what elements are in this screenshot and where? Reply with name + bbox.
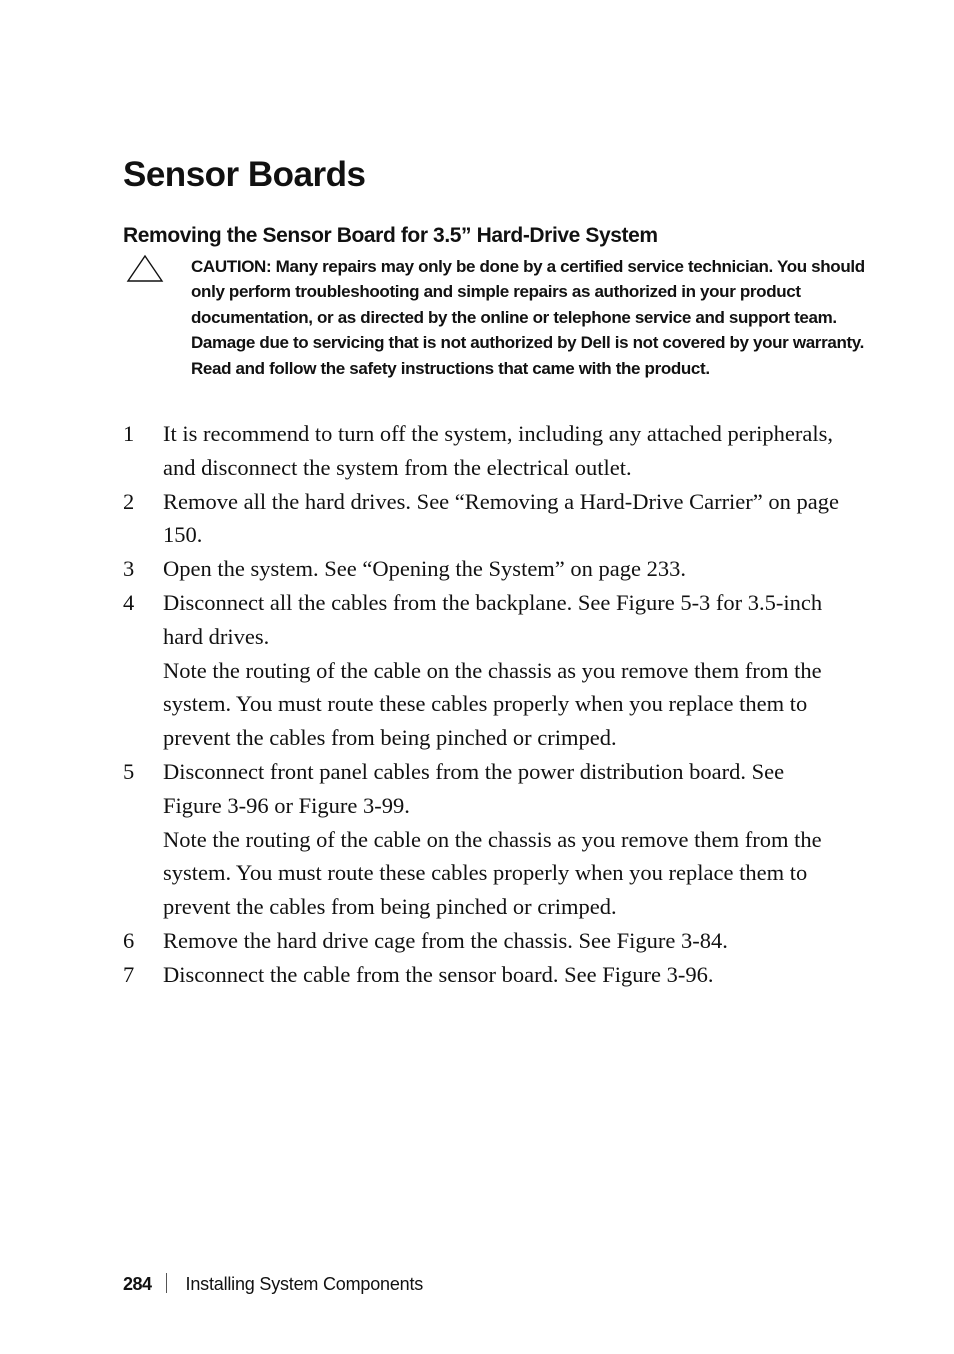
step-note: Note the routing of the cable on the chassis as you remove them from the system. You must route these cables properly when you replace them to prevent the cables from being pinched or crimped. [163,826,822,920]
step-item [123,586,843,755]
step-number: 6 [123,927,135,953]
step-number: 1 [123,421,135,446]
step-text: It is recommend to turn off the system, including any attached peripherals, and disconnect the system from the electrical outlet. [163,421,834,480]
step-number: 7 [123,961,135,987]
caution-triangle-icon [126,254,164,284]
procedure-steps [123,417,843,992]
step-text: Remove the hard drive cage from the chassis. See Figure 3-84. [163,927,728,953]
step-text: Disconnect the cable from the sensor board. See Figure 3-96. [163,961,714,987]
page-title: Sensor Boards [123,155,366,194]
footer-divider [166,1273,167,1293]
step-number: 2 [123,488,135,514]
step-number: 5 [123,758,135,784]
step-note: Note the routing of the cable on the chassis as you remove them from the system. You must route these cables properly when you replace them to prevent the cables from being pinched or crimped. [163,657,822,751]
step-item [123,552,843,586]
step-item [123,485,843,553]
step-text: Remove all the hard drives. See “Removing a Hard-Drive Carrier” on page 150. [163,488,839,548]
page-footer [123,1272,423,1296]
step-number: 4 [123,589,135,615]
step-text: Open the system. See “Opening the System” on page 233. [163,556,687,582]
chapter-title: Installing System Components [185,1274,424,1294]
step-text: Disconnect front panel cables from the power distribution board. See Figure 3-96 or Figure 3-99. [163,758,785,818]
step-item [123,958,843,992]
step-number: 3 [123,556,135,582]
caution-text: CAUTION: Many repairs may only be done by a certified service technician. You should only perform troubleshooting and simple repairs as authorized in your product documentation, or as directed by the online or telephone service and support team. Damage due to servicing that is not authorized by Dell is not covered by your warranty. Read and follow the safety instructions that came with the product. [191,257,865,378]
step-item [123,417,843,485]
step-item [123,924,843,958]
section-heading: Removing the Sensor Board for 3.5” Hard-Drive System [123,224,658,247]
step-text: Disconnect all the cables from the backplane. See Figure 5-3 for 3.5-inch hard drives. [163,589,823,649]
step-item [123,755,843,924]
page-number: 284 [123,1274,152,1294]
